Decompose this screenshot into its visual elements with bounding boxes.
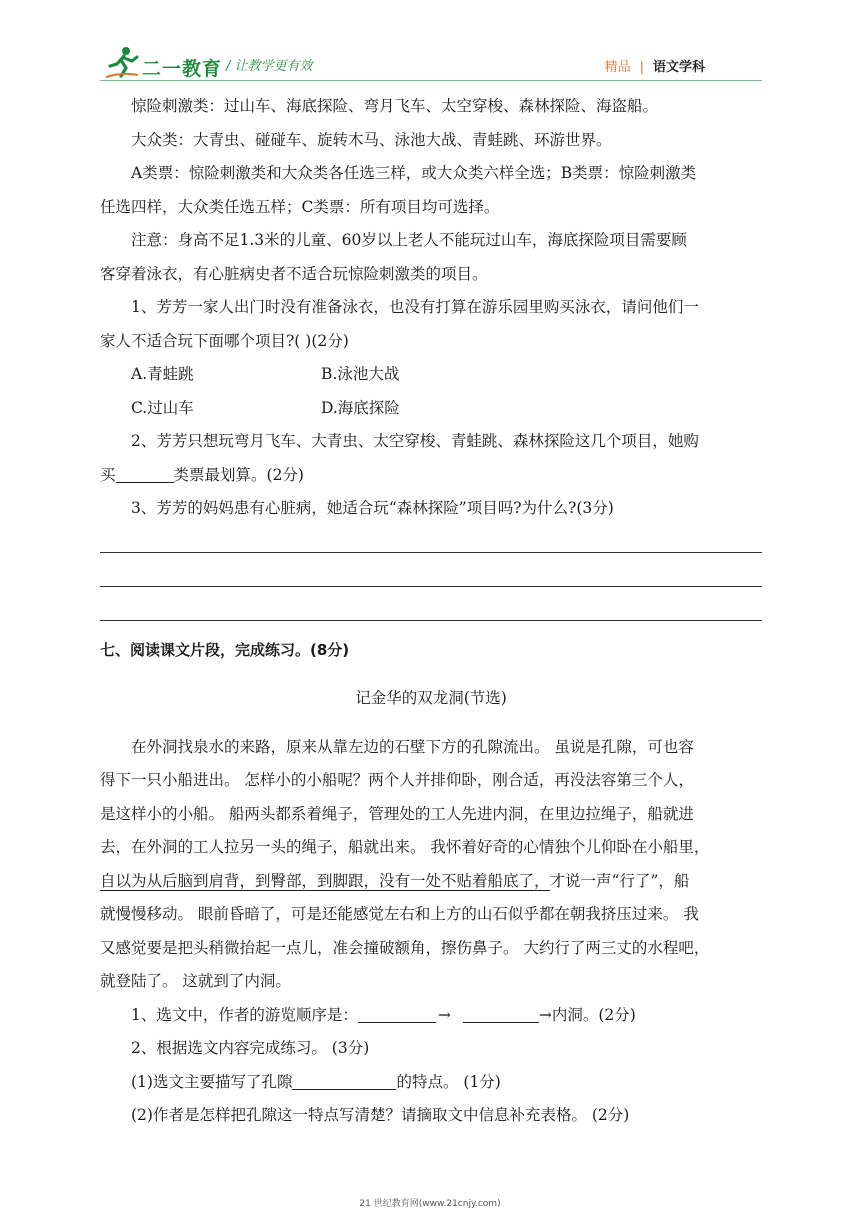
passage-title: 记金华的双龙洞(节选) [355, 689, 507, 707]
section-7-question-2a [100, 1066, 762, 1100]
options-row-2 [100, 392, 762, 426]
logo [104, 44, 224, 82]
option-a: A.青蛙跳 [131, 365, 194, 383]
passage-line-1: 在外洞找泉水的来路，原来从靠左边的石壁下方的孔隙流出。 虽说是孔隙，可也容 [131, 737, 694, 756]
section-7-question-2: 2、根据选文内容完成练习。 (3分) [131, 1039, 370, 1057]
running-person-icon [104, 44, 140, 80]
passage-line-6: 就慢慢移动。 眼前昏暗了，可是还能感觉左右和上方的山石似乎都在朝我挤压过来。 我 [100, 905, 699, 923]
s7q1-prefix: 1、选文中，作者的游览顺序是： [131, 1005, 358, 1024]
options-row-1 [100, 358, 762, 392]
header-separator: | [639, 60, 644, 75]
thrill-category: 惊险刺激类：过山车、海底探险、弯月飞车、太空穿梭、森林探险、海盗船。 [131, 97, 659, 115]
question-2-line-2 [100, 459, 762, 493]
section-7-question-2b: (2)作者是怎样把孔隙这一特点写清楚？请摘取文中信息补充表格。 (2分) [131, 1106, 630, 1124]
question-3: 3、芳芳的妈妈患有心脏病，她适合玩“森林探险”项目吗?为什么?(3分) [131, 499, 614, 517]
popular-category: 大众类：大青虫、碰碰车、旋转木马、泳池大战、青蛙跳、环游世界。 [131, 130, 612, 149]
section-7-question-1 [100, 999, 762, 1033]
logo-text: 二一教育 [142, 58, 223, 80]
header-divider [100, 80, 762, 81]
answer-line-3[interactable] [100, 620, 762, 621]
s7q2a-suffix: 的特点。 (1分) [396, 1072, 501, 1091]
note-line-1: 注意：身高不足1.3米的儿童、60岁以上老人不能玩过山车，海底探险项目需要顾 [131, 231, 687, 249]
premium-label: 精品 [604, 60, 631, 75]
option-c: C.过山车 [131, 398, 194, 417]
option-b: B.泳池大战 [321, 365, 400, 383]
arrow-icon: → [437, 1005, 451, 1024]
route-blank-1[interactable] [358, 1006, 436, 1023]
passage-line-8: 就登陆了。 这就到了内洞。 [100, 972, 291, 990]
passage-line-5-rest: 才说一声“行了”，船 [549, 871, 690, 890]
question-1-line-1: 1、芳芳一家人出门时没有准备泳衣，也没有打算在游乐园里购买泳衣，请问他们一 [131, 298, 699, 316]
underlined-sentence: 自以为从后脑到肩背，到臀部，到脚跟，没有一处不贴着船底了， [100, 871, 550, 890]
note-line-2: 客穿着泳衣，有心脏病史者不适合玩惊险刺激类的项目。 [100, 264, 488, 283]
s7q1-suffix: →内洞。(2分) [538, 1005, 636, 1024]
option-d: D.海底探险 [321, 398, 400, 417]
tickets-line-1: A类票：惊险刺激类和大众类各任选三样，或大众类六样全选；B类票：惊险刺激类 [131, 164, 697, 182]
tickets-line-2: 任选四样，大众类任选五样；C类票：所有项目均可选择。 [100, 197, 500, 216]
header-subject [605, 56, 705, 75]
ticket-answer-blank[interactable] [116, 466, 174, 483]
passage-line-3: 是这样小的小船。 船两头都系着绳子，管理处的工人先进内洞，在里边拉绳子，船就进 [100, 804, 694, 823]
page-header [0, 0, 860, 90]
question-2-line-1: 2、芳芳只想玩弯月飞车、大青虫、太空穿梭、青蛙跳、森林探险这几个项目，她购 [131, 432, 699, 450]
q2-prefix: 买 [100, 465, 116, 484]
feature-blank[interactable] [292, 1073, 396, 1090]
page-footer: 21 世纪教育网(www.21cnjy.com) [359, 1199, 501, 1209]
route-blank-2[interactable] [463, 1006, 539, 1023]
passage-line-4: 去，在外洞的工人拉另一头的绳子，船就出来。 我怀着好奇的心情独个儿仰卧在小船里， [100, 838, 710, 856]
section-7-heading: 七、阅读课文片段，完成练习。(8分) [100, 640, 350, 659]
question-1-line-2: 家人不适合玩下面哪个项目?( )(2分) [100, 331, 349, 350]
slogan: / 让教学更有效 [226, 59, 313, 74]
document-body [100, 90, 762, 1133]
passage-line-7: 又感觉要是把头稍微抬起一点儿，准会撞破额角，擦伤鼻子。 大约行了两三丈的水程吧， [100, 938, 710, 957]
subject-label: 语文学科 [652, 60, 705, 75]
passage-line-5 [100, 865, 762, 899]
passage-line-2: 得下一只小船进出。 怎样小的小船呢？两个人并排仰卧，刚合适，再没法容第三个人， [100, 771, 694, 789]
q2-suffix: 类票最划算。(2分) [173, 465, 304, 484]
s7q2a-prefix: (1)选文主要描写了孔隙 [131, 1072, 293, 1091]
